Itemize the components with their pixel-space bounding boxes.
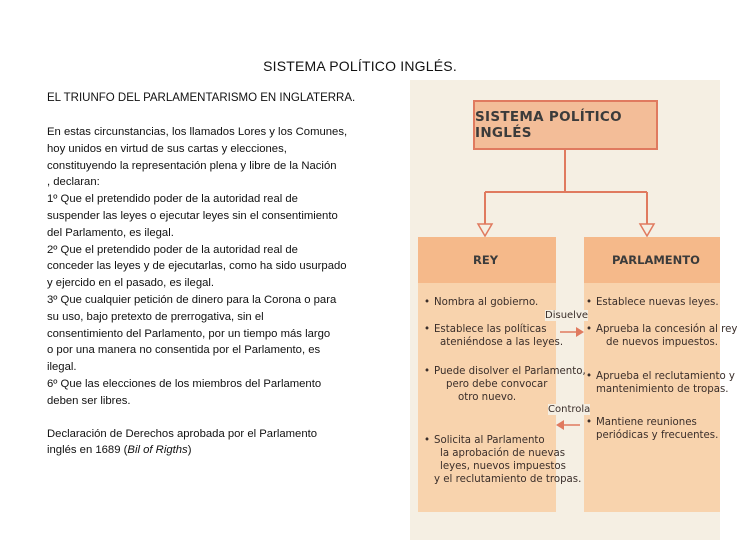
- bullet-icon: •: [586, 371, 593, 382]
- text-line: o por una manera no consentida por el Parlamento, es: [47, 344, 321, 357]
- bullet-icon: •: [424, 324, 431, 335]
- bullet-icon: •: [424, 297, 431, 308]
- rey-header: REY: [418, 237, 556, 283]
- text-line: su uso, bajo pretexto de prerrogativa, sin el: [47, 310, 264, 323]
- text-line: 3º Que cualquier petición de dinero para la Corona o para: [47, 293, 337, 306]
- bullet-icon: •: [424, 435, 431, 446]
- text-line: hoy unidos en virtud de sus cartas y elecciones,: [47, 142, 287, 155]
- section-heading: EL TRIUNFO DEL PARLAMENTARISMO EN INGLATERRA.: [47, 92, 356, 104]
- source-title: Bil of Rigths: [127, 444, 188, 457]
- parlamento-header: PARLAMENTO: [584, 237, 720, 283]
- controla-label: Controla: [548, 404, 591, 415]
- text-line: , declaran:: [47, 176, 100, 189]
- text-line: En estas circunstancias, los llamados Lores y los Comunes,: [47, 126, 348, 138]
- parlamento-item: • Aprueba la concesión al rey de nuevos impuestos.: [586, 324, 737, 348]
- source-line: Declaración de Derechos aprobada por el Parlamento: [47, 427, 318, 440]
- bullet-icon: •: [586, 297, 593, 308]
- declaration-text: [47, 124, 392, 459]
- slide-title: SISTEMA POLÍTICO INGLÉS.: [263, 58, 457, 74]
- rey-item: • Establece las políticas ateniéndose a las leyes.: [424, 324, 564, 348]
- text-line: 1º Que el pretendido poder de la autoridad real de: [47, 193, 298, 206]
- rey-item: • Nombra al gobierno.: [424, 297, 539, 308]
- text-line: deben ser libres.: [47, 394, 131, 407]
- text-line: conceder las leyes y de ejecutarlas, como ha sido usurpado: [47, 260, 347, 273]
- parlamento-item: • Aprueba el reclutamiento y mantenimiento de tropas.: [586, 371, 735, 395]
- bullet-icon: •: [424, 366, 431, 377]
- text-line: y ejercido en el pasado, es ilegal.: [47, 277, 215, 290]
- disuelve-label: Disuelve: [545, 310, 589, 321]
- text-line: constituyendo la representación plena y libre de la Nación: [47, 159, 337, 172]
- text-line: del Parlamento, es ilegal.: [47, 226, 174, 239]
- text-line: 6º Que las elecciones de los miembros del Parlamento: [47, 377, 322, 390]
- text-line: 2º Que el pretendido poder de la autoridad real de: [47, 243, 298, 256]
- parlamento-item: • Establece nuevas leyes.: [586, 297, 719, 308]
- rey-item: • Solicita al Parlamento la aprobación de nuevas leyes, nuevos impuestos y el reclutamiento de tropas.: [424, 435, 582, 485]
- diagram-title-box: SISTEMA POLÍTICO INGLÉS: [473, 100, 658, 150]
- source-line: inglés en 1689 (Bil of Rigths): [47, 444, 192, 457]
- bullet-icon: •: [586, 324, 593, 335]
- text-line: consentimiento del Parlamento, por un tiempo más largo: [47, 327, 331, 340]
- parlamento-item: • Mantiene reuniones periódicas y frecuentes.: [586, 417, 719, 441]
- bullet-icon: •: [586, 417, 593, 428]
- text-line: ilegal.: [47, 361, 77, 374]
- rey-item: • Puede disolver el Parlamento, pero debe convocar otro nuevo.: [424, 366, 586, 403]
- political-system-diagram: [410, 80, 737, 540]
- text-line: suspender las leyes o ejecutar leyes sin el consentimiento: [47, 209, 338, 222]
